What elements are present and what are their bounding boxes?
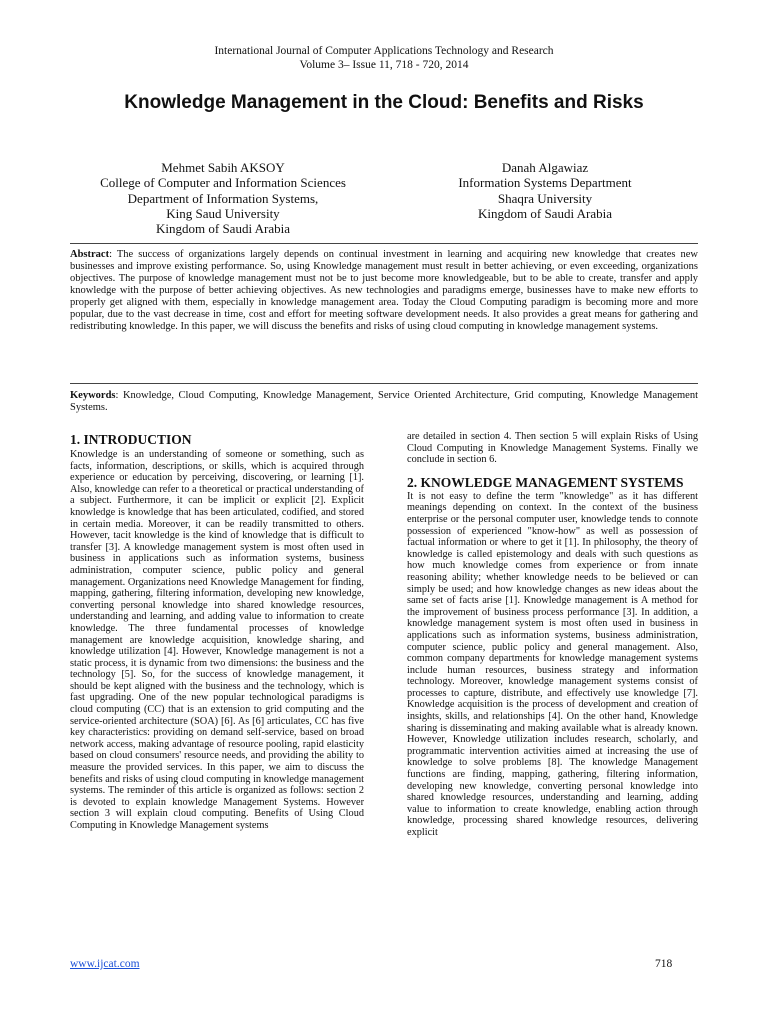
keywords-label: Keywords xyxy=(70,390,116,401)
author-affiliation-line: Kingdom of Saudi Arabia xyxy=(156,221,290,237)
author-name: Danah Algawiaz xyxy=(501,160,589,175)
abstract-bottom-rule xyxy=(70,383,698,384)
author-block-1 xyxy=(70,160,376,236)
abstract-text: : The success of organizations largely depends on continual investment in learning and acquiring new knowledge that creates new businesses and improve existing performance. So, using Knowledge management must result in better achieving, or even exceeding, organizations objectives. The purpose of knowledge management must not be to just become more knowledgeable, but to be able to create, transfer and apply knowledge with the purpose of better achieving objectives. As new technologies and paradigms emerge, businesses have to make new efforts to properly get aligned with them, especially in knowledge management area. Today the Cloud Computing paradigm is becoming more and more popular, due to the vast decrease in time, cost and effort for meeting software development needs. It also provides a great means for gathering and redistributing knowledge. In this paper, we will discuss the benefits and risks of using cloud computing in knowledge management systems. xyxy=(70,249,698,332)
journal-issue: Volume 3– Issue 11, 718 - 720, 2014 xyxy=(299,59,469,71)
right-column xyxy=(407,431,698,839)
abstract-top-rule xyxy=(70,243,698,244)
author-affiliation-line: Information Systems Department xyxy=(458,175,632,191)
left-column xyxy=(70,432,364,832)
introduction-body: Knowledge is an understanding of someone or something, such as facts, information, descriptions, or skills, which is acquired through experience or education by perceiving, discovering, or learning [1]. Also, knowledge can refer to a theoretical or practical understanding of a subject. Furthermore, it can be implicit or explicit [2]. Explicit knowledge is knowledge that has been articulated, codified, and stored in certain media. Moreover, it can be readily transmitted to others. However, tacit knowledge is the kind of knowledge that is difficult to transfer [3]. A knowledge management system is most often used in business in applications such as information systems, business administration, computer science, public policy and general management. Organizations need Knowledge Management for finding, mapping, gathering, filtering information, developing new knowledge, converting personal knowledge into shared knowledge resources, understanding and learning, and adding value to information to create knowledge. The three fundamental processes of knowledge management are knowledge acquisition, knowledge sharing, and knowledge utilization [4]. However, Knowledge management is not a static process, it is dynamic from two dimensions: the business and the technology [5]. So, for the success of knowledge management, it should be kept aligned with the business and the technology, which is fast upgrading. One of the new popular technological paradigms is cloud computing (CC) that is an extension to grid computing and the service-oriented architecture (SOA) [6]. As [6] articulates, CC has five key characteristics: providing on demand self-service, based on broad network access, making advantage of resource pooling, rapid elasticity based on cloud consumers' resource needs, and providing the ability to measure the provided services. In this paper, we aim to discuss the benefits and risks of using cloud computing in knowledge management systems. The reminder of this article is organized as follows: section 2 is devoted to explain knowledge Management Systems. However section 3 will explain cloud computing. Benefits of Using Cloud Computing in Knowledge Management systems xyxy=(70,449,364,831)
journal-website-link[interactable]: www.ijcat.com xyxy=(70,958,140,970)
kms-body: It is not easy to define the term "knowledge" as it has different meanings depending on context. In the context of the business enterprise or the personal computer user, knowledge tends to connote possession of experienced "know-how" as well as possession of factual information or where to get it [1]. In philosophy, the theory of knowledge is called epistemology and deals with such questions as how much knowledge comes from experience or from innate reasoning ability; whether knowledge needs to be believed or can simply be used; and how knowledge changes as new ideas about the same set of facts arise [1]. Knowledge management is A method for the improvement of business process performance [3]. In addition, a knowledge management system is most often used in business in applications such as information systems, business administration, computer science, public policy and general management. Also, common company departments for knowledge management systems include human resources, business strategy and information technology. Moreover, knowledge management systems consist of processes to capture, distribute, and effectively use knowledge [7]. Knowledge acquisition is the process of development and creation of insights, skills, and relationships [4]. On the other hand, Knowledge sharing is disseminating and making available what is already known. However, Knowledge utilization includes research, scholarly, and programmatic intervention activities aimed at increasing the use of knowledge to solve problems [8]. The knowledge Management functions are finding, mapping, gathering, filtering information, developing new knowledge, converting personal knowledge into shared knowledge resources, understanding and learning, adding value to information to create knowledge, enabling action through knowledge, processing shared knowledge resources, delivering explicit xyxy=(407,490,698,838)
author-affiliation-line: Department of Information Systems, xyxy=(127,190,319,206)
abstract xyxy=(70,249,698,333)
introduction-continuation: are detailed in section 4. Then section 5 will explain Risks of Using Cloud Computing in Knowledge Management Systems. Finally we conclude in section 6. xyxy=(407,431,698,466)
keywords xyxy=(70,390,698,414)
section-heading-kms: 2. KNOWLEDGE MANAGEMENT SYSTEMS xyxy=(407,474,684,490)
journal-name: International Journal of Computer Applications Technology and Research xyxy=(214,45,554,57)
author-affiliation-line: King Saud University xyxy=(166,205,280,221)
author-name: Mehmet Sabih AKSOY xyxy=(161,160,285,175)
author-affiliation-line: College of Computer and Information Sciences xyxy=(100,175,346,191)
page-number: 718 xyxy=(655,958,673,970)
author-block-2 xyxy=(392,160,698,221)
author-affiliation-line: Kingdom of Saudi Arabia xyxy=(478,205,612,221)
author-affiliation-line: Shaqra University xyxy=(497,190,593,206)
paper-title: Knowledge Management in the Cloud: Benefits and Risks xyxy=(124,92,644,113)
journal-header xyxy=(0,44,768,72)
keywords-text: : Knowledge, Cloud Computing, Knowledge Management, Service Oriented Architecture, Grid computing, Knowledge Management Systems. xyxy=(70,390,698,413)
abstract-label: Abstract xyxy=(70,249,110,260)
section-heading-introduction: 1. INTRODUCTION xyxy=(70,432,192,447)
